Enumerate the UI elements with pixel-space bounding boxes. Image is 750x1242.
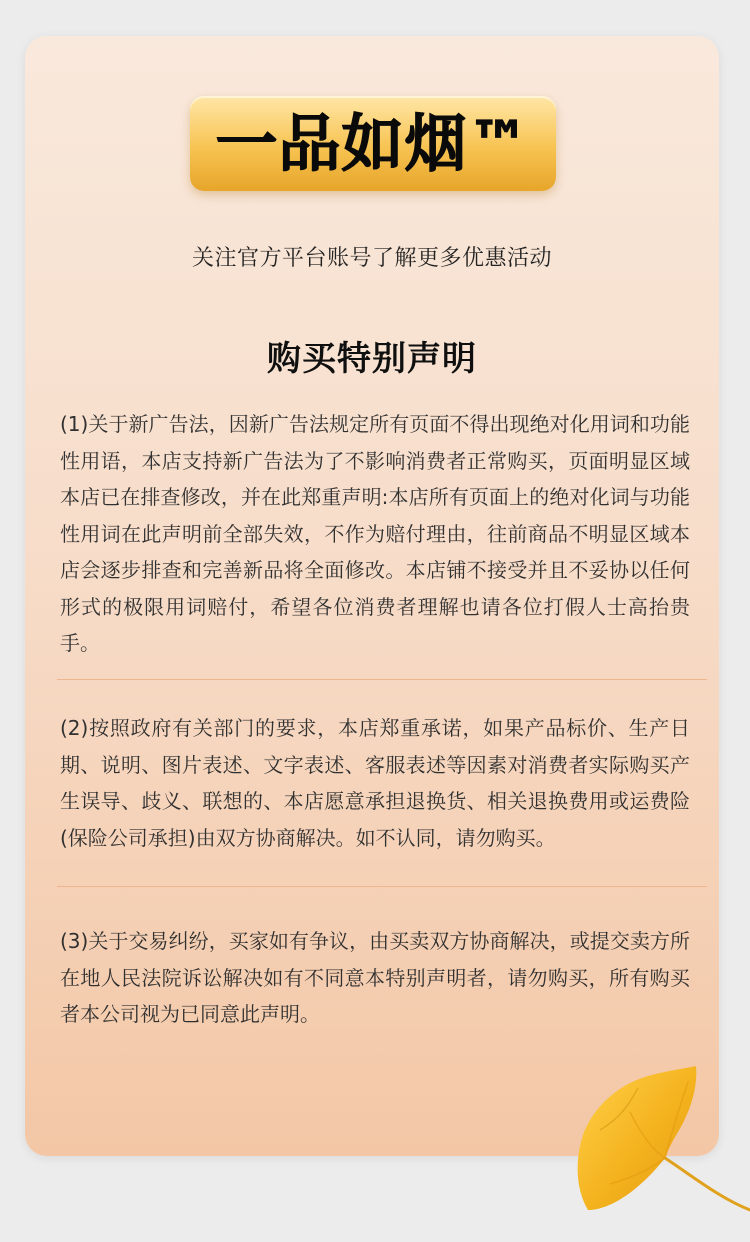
clause-3: (3)关于交易纠纷，买家如有争议，由买卖双方协商解决，或提交卖方所在地人民法院诉讼解决如有不同意本特别声明者，请勿购买，所有购买者本公司视为已同意此声明。 xyxy=(60,929,690,1026)
divider xyxy=(57,886,707,887)
brand-plate xyxy=(190,96,556,191)
ginkgo-leaf-icon xyxy=(570,1060,750,1242)
brand-name: 一品如烟™ xyxy=(215,106,531,180)
clause-1: (1)关于新广告法，因新广告法规定所有页面不得出现绝对化用词和功能性用语，本店支持新广告法为了不影响消费者正常购买，页面明显区域本店已在排查修改，并在此郑重声明:本店所有页面上的绝对化词与功能性用词在此声明前全部失效，不作为赔付理由，往前商品不明显区域本店会逐步排查和完善新品将全面修改。本店铺不接受并且不妥协以任何形式的极限用词赔付，希望各位消费者理解也请各位打假人士高抬贵手。 xyxy=(60,412,690,655)
statement-title: 购买特别声明 xyxy=(267,339,477,379)
clause-2: (2)按照政府有关部门的要求，本店郑重承诺，如果产品标价、生产日期、说明、图片表述、文字表述、客服表述等因素对消费者实际购买产生误导、歧义、联想的、本店愿意承担退换货、相关退换费用或运费险(保险公司承担)由双方协商解决。如不认同，请勿购买。 xyxy=(60,716,690,850)
follow-subtitle: 关注官方平台账号了解更多优惠活动 xyxy=(191,246,552,271)
divider xyxy=(57,679,707,680)
statement-card xyxy=(25,36,719,1156)
